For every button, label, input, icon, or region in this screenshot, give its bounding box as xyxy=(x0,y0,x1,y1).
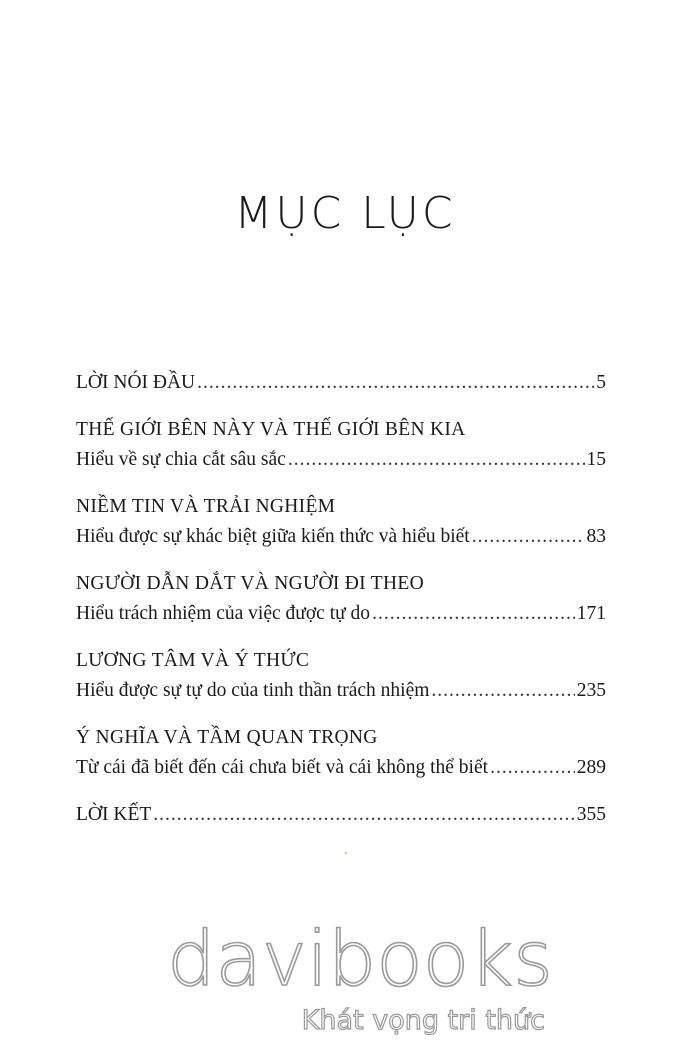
toc-page-number: 15 xyxy=(586,449,606,470)
toc-entry-chapter-2 xyxy=(76,492,606,552)
toc-page-number: 171 xyxy=(576,603,606,624)
toc-entry-title: Hiểu được sự khác biệt giữa kiến thức và hiểu biết xyxy=(76,526,470,547)
toc-leader-dots xyxy=(431,676,574,706)
toc-entry-title: LỜI NÓI ĐẦU xyxy=(76,372,196,393)
toc-entry-chapter-5 xyxy=(76,723,606,783)
toc-leader-dots xyxy=(372,599,575,629)
toc-leader-dots xyxy=(472,522,585,552)
watermark-logo xyxy=(150,905,570,1035)
toc-entry-preface xyxy=(76,368,606,398)
publisher-watermark xyxy=(150,905,570,1035)
toc-chapter-heading: Ý NGHĨA VÀ TẦM QUAN TRỌNG xyxy=(76,727,378,748)
toc-line[interactable] xyxy=(76,522,606,552)
toc-page-number: 355 xyxy=(576,804,606,825)
toc-entry-chapter-1 xyxy=(76,415,606,475)
toc-leader-dots xyxy=(490,753,575,783)
table-of-contents xyxy=(76,368,606,847)
toc-chapter-heading: LƯƠNG TÂM VÀ Ý THỨC xyxy=(76,650,310,671)
toc-entry-title: Từ cái đã biết đến cái chưa biết và cái không thể biết xyxy=(76,757,489,778)
toc-leader-dots xyxy=(288,445,585,475)
toc-line[interactable] xyxy=(76,368,606,398)
toc-entry-epilogue xyxy=(76,800,606,830)
toc-chapter-heading: THẾ GIỚI BÊN NÀY VÀ THẾ GIỚI BÊN KIA xyxy=(76,419,466,440)
toc-line[interactable] xyxy=(76,676,606,706)
toc-entry-title: Hiểu trách nhiệm của việc được tự do xyxy=(76,603,371,624)
toc-entry-title: Hiểu được sự tự do của tinh thần trách nhiệm xyxy=(76,680,430,701)
toc-page-number: 5 xyxy=(596,372,606,393)
toc-page-number: 235 xyxy=(576,680,606,701)
toc-entry-chapter-3 xyxy=(76,569,606,629)
toc-page-number: 83 xyxy=(586,526,606,547)
toc-entry-title: Hiểu về sự chia cắt sâu sắc xyxy=(76,449,286,470)
toc-chapter-heading: NIỀM TIN VÀ TRẢI NGHIỆM xyxy=(76,496,336,517)
toc-chapter-heading: NGƯỜI DẪN DẮT VÀ NGƯỜI ĐI THEO xyxy=(76,573,424,594)
toc-leader-dots xyxy=(153,800,574,830)
page-title: MỤC LỤC xyxy=(234,188,456,239)
toc-leader-dots xyxy=(197,368,594,398)
toc-entry-title: LỜI KẾT xyxy=(76,804,152,825)
toc-line[interactable] xyxy=(76,599,606,629)
watermark-brand: davibooks xyxy=(167,914,553,1003)
print-speck xyxy=(345,852,347,854)
toc-entry-chapter-4 xyxy=(76,646,606,706)
toc-line[interactable] xyxy=(76,753,606,783)
toc-page-number: 289 xyxy=(576,757,606,778)
watermark-tagline: Khát vọng tri thức xyxy=(301,1005,545,1035)
toc-line[interactable] xyxy=(76,800,606,830)
toc-line[interactable] xyxy=(76,445,606,475)
